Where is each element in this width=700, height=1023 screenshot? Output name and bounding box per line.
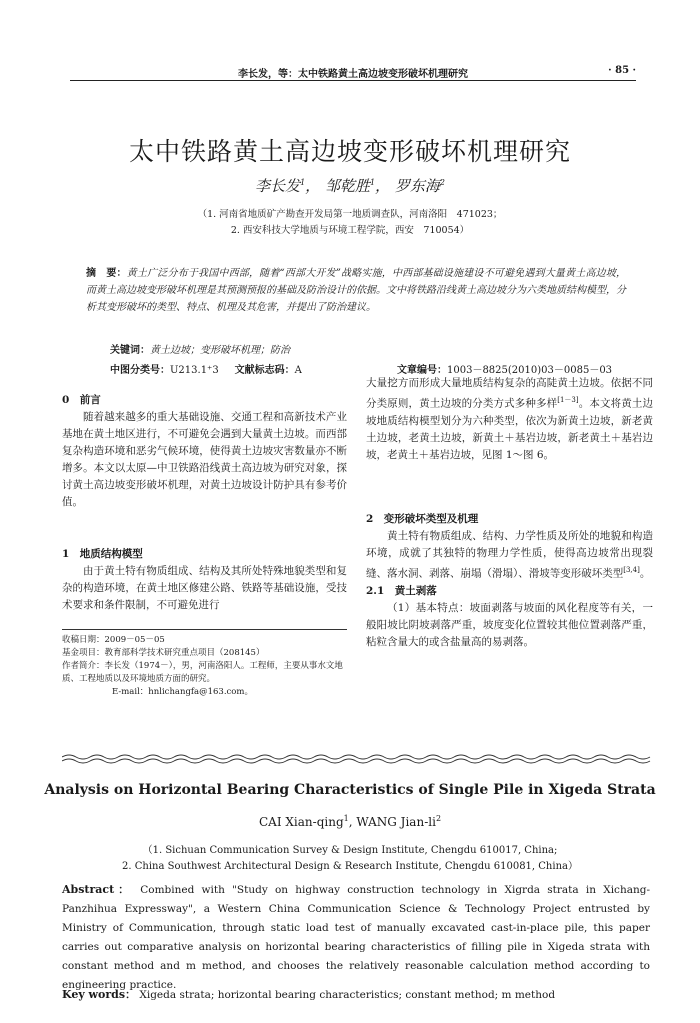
article-number <box>397 361 612 376</box>
keywords-label: 关键词： <box>110 345 150 356</box>
author-name: WANG Jian-li <box>356 815 436 829</box>
author-affil-mark: 2 <box>439 178 445 187</box>
keywords-text: 黄土边坡；变形破坏机理；防治 <box>150 345 290 356</box>
section-heading: 0 前言 <box>62 394 101 406</box>
right-column <box>366 375 653 464</box>
english-abstract-text: Combined with "Study on highway construction technology in Xigrda strata in Xichang-Panzhihua Expressway", a Western China Communication Science & Technology Project entrusted by Ministry of Communication, through static load test of manually excavated cast-in-place pile, this paper carries out comparative analysis on horizontal bearing characteristics of filling pile in Xigeda strata with constant method and m method, and chooses the relatively reasonable calculation method according to engineering practice. <box>62 884 650 991</box>
english-keywords <box>62 986 650 1002</box>
author-affil-mark: 1 <box>369 178 376 187</box>
affiliation-line: （1. 河南省地质矿产勘查开发局第一地质调查队，河南洛阳 471023； <box>197 209 503 220</box>
english-author-list: CAI Xian-qing$^1$, WANG Jian-$li^2$ <box>258 814 442 829</box>
author-name: 邹乾胜 <box>324 177 370 195</box>
subsection-heading: 2.1 黄土剥落 <box>366 584 437 597</box>
body-paragraph: 随着越来越多的重大基础设施、交通工程和高新技术产业基地在黄土地区进行，不可避免会遇到大量黄土边坡。而西部复杂构造环境和恶劣气候环境，使得黄土边坡灾害数量亦不断增多。本文以太原—中卫铁路沿线黄土高边坡为研究对象，探讨黄土高边坡变形破坏机理，对黄土边坡设计防护具有参考价值。 <box>62 411 347 508</box>
page-number: · 85 · <box>608 65 636 76</box>
clc-value: U213.1⁺3 <box>170 365 219 376</box>
running-header <box>70 64 636 81</box>
section-heading: 1 地质结构模型 <box>62 548 143 560</box>
body-paragraph: 由于黄土特有物质组成、结构及其所处特殊地貌类型和复杂的构造环境，在黄土地区修建公路、铁路等基础设施，受技术要求和条件限制，不可避免进行 <box>62 565 347 611</box>
author-list: 李长发$^1$， 邹乾胜$^1$， 罗东海$^2$ <box>255 177 445 195</box>
english-title: Analysis on Horizontal Bearing Characteristics of Single Pile in Xigeda Strata <box>44 782 656 798</box>
author-affil-mark: 1 <box>300 178 306 187</box>
english-abstract <box>62 880 650 995</box>
english-affiliation-line: （1. Sichuan Communication Survey & Design Institute, Chengdu 610017, China; <box>142 845 558 856</box>
author-email: E-mail：hnlichangfa@163.com。 <box>112 687 253 697</box>
left-column-section-1 <box>62 546 347 614</box>
affiliation-line: 2. 西安科技大学地质与环境工程学院，西安 710054） <box>230 225 470 236</box>
classification-line <box>110 361 630 376</box>
english-affiliation-line: 2. China Southwest Architectural Design & Research Institute, Chengdu 610081, China） <box>122 861 578 872</box>
citation: [1－3] <box>557 396 579 404</box>
running-title: 李长发，等：太中铁路黄土高边坡变形破坏机理研究 <box>238 69 468 80</box>
body-text: 。 <box>639 567 651 580</box>
english-keywords-label: Key words： <box>62 988 137 1001</box>
paper-title: 太中铁路黄土高边坡变形破坏机理研究 <box>128 137 571 166</box>
english-abstract-label: Abstract： <box>62 883 133 896</box>
author-name: 罗东海 <box>394 177 440 195</box>
body-text: 黄土特有物质组成、结构、力学性质及所处的地貌和构造环境，成就了其独特的物理力学性质，使得高边坡常出现裂缝、落水洞、剥落、崩塌（滑塌）、滑坡等变形破坏类型 <box>366 530 653 580</box>
fund-note: 基金项目：教育部科学技术研究重点项目（208145） <box>62 648 265 658</box>
article-no-label: 文章编号： <box>397 365 447 376</box>
author-affil-mark: 2 <box>435 814 442 823</box>
doc-code-value: A <box>294 365 302 376</box>
wavy-separator <box>62 753 654 765</box>
author-affil-mark: 1 <box>343 814 349 823</box>
abstract-block <box>86 265 626 316</box>
received-date: 收稿日期：2009－05－05 <box>62 635 165 645</box>
body-paragraph <box>366 375 653 464</box>
citation: [3,4] <box>623 566 640 574</box>
body-paragraph <box>366 528 653 583</box>
article-no-value: 1003－8825(2010)03－0085－03 <box>447 365 613 376</box>
left-column <box>62 392 347 511</box>
abstract-text: 黄土广泛分布于我国中西部，随着“西部大开发”战略实施，中西部基础设施建设不可避免遇到大量黄土高边坡，而黄土高边坡变形破坏机理是其预测预报的基础及防治设计的依据。文中将铁路沿线黄土高边坡分为六类地质结构模型，分析其变形破坏的类型、特点、机理及其危害，并提出了防治建议。 <box>86 268 627 313</box>
english-keywords-text: Xigeda strata; horizontal bearing characteristics; constant method; m method <box>139 989 556 1001</box>
author-name: 李长发 <box>255 177 301 195</box>
body-text: 。本文将黄土边坡地质结构模型划分为六种类型，依次为新黄土边坡，新老黄土边坡，老黄土边坡，新黄土＋基岩边坡，新老黄土＋基岩边坡，老黄土＋基岩边坡，见图 1～图 6。 <box>366 397 653 461</box>
section-heading: 2 变形破坏类型及机理 <box>366 513 479 525</box>
body-paragraph: （1）基本特点：坡面剥落与坡面的风化程度等有关，一般阳坡比阴坡剥落严重，坡度变化位置较其他位置剥落严重，粘粒含量大的或含盐量高的易剥落。 <box>366 601 653 648</box>
keywords-line <box>110 341 290 356</box>
body-text: 大量挖方而形成大量地质结构复杂的高陡黄土边坡。依据不同分类原则，黄土边坡的分类方式多种多样 <box>366 377 653 410</box>
clc-label: 中图分类号： <box>110 365 170 376</box>
footnote-divider <box>62 629 347 630</box>
abstract-label: 摘 要： <box>86 268 127 279</box>
doc-code-label: 文献标志码： <box>234 365 295 376</box>
footnotes <box>62 634 352 699</box>
author-bio: 作者简介：李长发（1974－），男，河南洛阳人。工程师，主要从事水文地质、工程地质以及环境地质方面的研究。 <box>62 661 343 684</box>
right-column-section-2 <box>366 511 653 651</box>
author-name: CAI Xian-qing <box>258 815 344 829</box>
